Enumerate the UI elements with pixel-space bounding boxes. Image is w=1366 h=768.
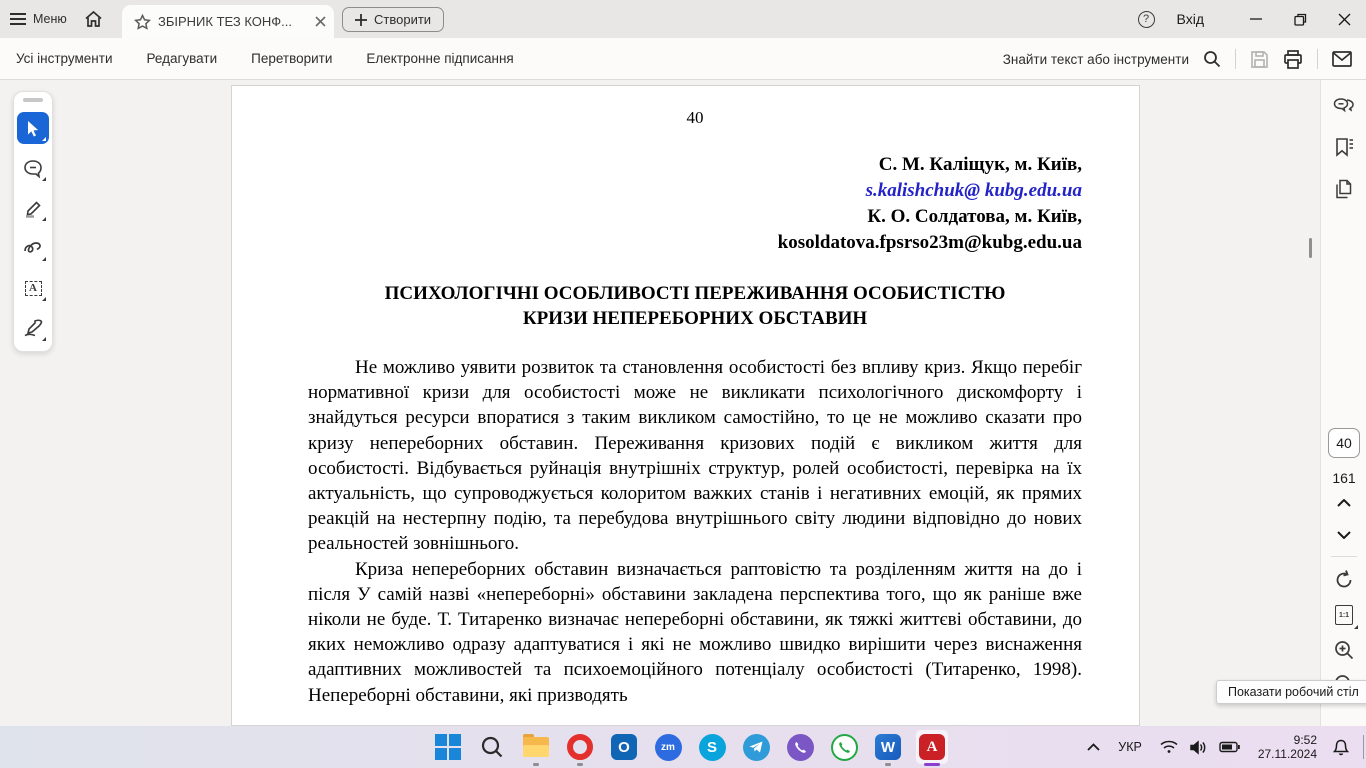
right-panel — [1320, 80, 1366, 726]
sign-in-button[interactable]: Вхід — [1176, 11, 1204, 27]
next-page-button[interactable] — [1321, 520, 1366, 550]
start-button[interactable] — [426, 726, 470, 768]
word-icon: W — [875, 734, 901, 760]
pdf-page[interactable] — [231, 85, 1140, 726]
divider — [1235, 49, 1236, 69]
titlebar — [0, 0, 1366, 38]
opera-icon — [567, 734, 593, 760]
plus-icon — [355, 14, 367, 26]
find-tools-label: Знайти текст або інструменти — [1002, 51, 1189, 67]
zoom-in-button[interactable] — [1321, 633, 1366, 667]
all-tools-menu[interactable]: Усі інструменти — [16, 51, 113, 66]
edit-text-tool[interactable] — [17, 272, 49, 304]
running-indicator — [885, 763, 891, 766]
toolbar — [0, 38, 1366, 80]
divider — [1331, 556, 1357, 557]
document-scrollbar-thumb[interactable] — [1309, 238, 1312, 258]
favorite-star-icon[interactable] — [134, 14, 151, 30]
restore-button[interactable] — [1278, 0, 1322, 38]
hamburger-icon — [10, 12, 26, 26]
previous-page-button[interactable] — [1321, 486, 1366, 520]
telegram-button[interactable] — [734, 726, 778, 768]
rotate-page-button[interactable] — [1321, 563, 1366, 597]
date-label: 27.11.2024 — [1257, 747, 1317, 761]
wifi-icon[interactable] — [1160, 740, 1178, 754]
paragraph: Криза непереборних обставин визначається раптовістю та розділенням життя на до і після У самій назві «непереборні» обставини закладена перспектива того, що як раніше вже ніколи не буде. Т. Титаренко визначає непереборні обставини, як тяжкі життєві обставини, до яких неможливо одразу адаптуватися і які не можливо швидко вирішити через виснаження адаптивних можливостей та психоемоційного потенціалу особистості (Титаренко, 1998). Непереборні обставини, які призводять — [308, 558, 1082, 706]
esign-menu[interactable]: Електронне підписання — [366, 51, 514, 66]
tab-title: ЗБІРНИК ТЕЗ КОНФ... — [158, 14, 293, 29]
time-label: 9:52 — [1293, 733, 1317, 747]
article-title-line: КРИЗИ НЕПЕРЕБОРНИХ ОБСТАВИН — [522, 308, 868, 329]
viber-icon — [787, 734, 814, 761]
skype-icon: S — [699, 734, 726, 761]
viber-button[interactable] — [778, 726, 822, 768]
show-desktop-tooltip: Показати робочий стіл — [1216, 680, 1366, 704]
telegram-icon — [743, 734, 770, 761]
clock[interactable] — [1258, 733, 1317, 761]
whatsapp-icon — [831, 734, 858, 761]
convert-menu[interactable]: Перетворити — [251, 51, 333, 66]
actual-size-button[interactable] — [1321, 597, 1366, 633]
paragraph: Не можливо уявити розвиток та становлення особистості без впливу криз. Якщо перебіг нормативної кризи для особистості може не викликати психологічного дискомфорту і знайдуться ресурси впоратися з таким викликом самостійно, то це не можливо сказати про кризу непереборних обставин. Переживання кризових подій є викликом життя для особистості. Відбувається руйнація внутрішніх структур, ролей особистості, перевірка на їх актуальність, що супроводжується колоритом важких станів і негативних емоцій, як прямих реакцій на нестерпну подію, та перебудова внутрішнього світу людини відповідно до нових реальностей зовнішнього. — [308, 357, 1082, 555]
edit-menu[interactable]: Редагувати — [146, 51, 218, 66]
fill-sign-tool[interactable] — [17, 312, 49, 344]
windows-logo-icon — [435, 734, 461, 760]
search-icon[interactable] — [1203, 50, 1221, 68]
folder-icon — [523, 737, 549, 757]
select-tool[interactable] — [17, 112, 49, 144]
menu-label: Меню — [33, 12, 67, 26]
palette-drag-handle[interactable] — [23, 98, 43, 102]
email-icon[interactable] — [1332, 51, 1352, 67]
word-button[interactable] — [866, 726, 910, 768]
zoom-button[interactable] — [646, 726, 690, 768]
page-thumbnails-button[interactable] — [1321, 170, 1366, 208]
skype-button[interactable] — [690, 726, 734, 768]
close-window-button[interactable] — [1322, 0, 1366, 38]
quick-tools-palette — [13, 91, 53, 352]
home-button[interactable] — [77, 0, 111, 38]
tab-close-icon[interactable] — [315, 16, 326, 27]
draw-tool[interactable] — [17, 232, 49, 264]
opera-button[interactable] — [558, 726, 602, 768]
taskbar-search-button[interactable] — [470, 726, 514, 768]
search-icon — [480, 735, 504, 759]
zoom-icon: zm — [655, 734, 682, 761]
page-number-input[interactable] — [1328, 428, 1360, 458]
notifications-bell-icon[interactable] — [1333, 739, 1349, 756]
create-label: Створити — [374, 12, 432, 27]
file-explorer-button[interactable] — [514, 726, 558, 768]
outlook-icon: O — [611, 734, 637, 760]
whatsapp-button[interactable] — [822, 726, 866, 768]
article-title-line: ПСИХОЛОГІЧНІ ОСОБЛИВОСТІ ПЕРЕЖИВАННЯ ОСОБИСТІСТЮ — [384, 283, 1006, 304]
battery-icon[interactable] — [1219, 741, 1240, 753]
dropdown-arrow — [42, 177, 46, 181]
viewer-workspace — [0, 80, 1366, 726]
minimize-button[interactable] — [1234, 0, 1278, 38]
acrobat-icon: A — [919, 734, 945, 760]
dropdown-arrow — [42, 217, 46, 221]
author-email-link[interactable]: s.kalishchuk@ kubg.edu.ua — [865, 180, 1082, 201]
save-icon — [1250, 50, 1269, 69]
total-pages-label: 161 — [1332, 470, 1356, 486]
active-indicator — [924, 763, 940, 766]
volume-icon[interactable] — [1190, 740, 1207, 755]
edit-text-glyph: A — [25, 281, 42, 296]
highlight-tool[interactable] — [17, 192, 49, 224]
hidden-icons-chevron[interactable] — [1087, 743, 1100, 751]
dropdown-arrow — [42, 297, 46, 301]
divider — [1317, 49, 1318, 69]
menu-button[interactable] — [0, 0, 77, 38]
actual-size-label: 1:1 — [1338, 611, 1350, 619]
dropdown-arrow — [42, 257, 46, 261]
page-header-number: 40 — [686, 108, 704, 127]
document-tab[interactable] — [122, 5, 334, 38]
bookmarks-panel-button[interactable] — [1321, 128, 1366, 166]
show-desktop-edge[interactable] — [1363, 735, 1364, 759]
language-indicator[interactable]: УКР — [1118, 740, 1142, 754]
help-icon[interactable]: ? — [1138, 11, 1155, 28]
create-button[interactable] — [342, 7, 444, 32]
acrobat-button[interactable] — [910, 726, 954, 768]
comments-panel-button[interactable] — [1321, 86, 1366, 124]
author-email: kosoldatova.fpsrso23m@kubg.edu.ua — [777, 232, 1082, 253]
taskbar — [0, 726, 1366, 768]
running-indicator — [577, 763, 583, 766]
author-line: С. М. Каліщук, м. Київ, — [878, 154, 1082, 175]
running-indicator — [533, 763, 539, 766]
outlook-button[interactable] — [602, 726, 646, 768]
comment-tool[interactable] — [17, 152, 49, 184]
dropdown-arrow — [42, 337, 46, 341]
dropdown-arrow — [42, 137, 46, 141]
print-icon[interactable] — [1283, 50, 1303, 69]
author-line: К. О. Солдатова, м. Київ, — [867, 206, 1082, 227]
dropdown-arrow — [1354, 625, 1358, 629]
